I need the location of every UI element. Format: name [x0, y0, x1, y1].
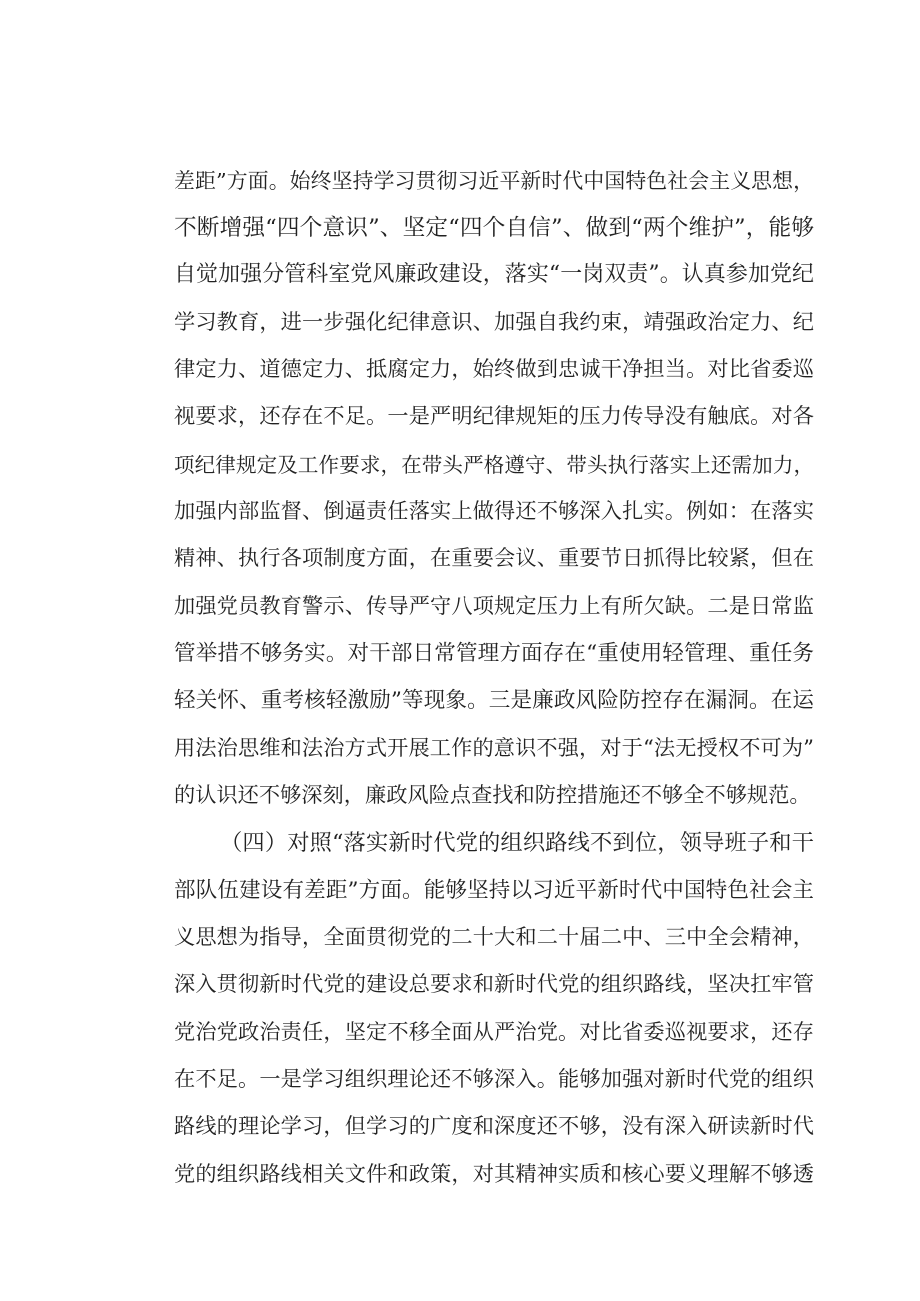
- text-line: 加强党员教育警示、传导严守八项规定压力上有所欠缺。二是日常监: [174, 594, 814, 619]
- text-line: 党的组织路线相关文件和政策，对其精神实质和核心要义理解不够透: [174, 1162, 814, 1187]
- section-heading-line: （四）对照“落实新时代党的组织路线不到位，领导班子和干: [220, 830, 814, 856]
- text-line: 律定力、道德定力、抵腐定力，始终做到忠诚干净担当。对比省委巡: [174, 357, 814, 382]
- text-line: 管举措不够务实。对干部日常管理方面存在“重使用轻管理、重任务: [174, 641, 814, 666]
- text-line: 项纪律规定及工作要求，在带头严格遵守、带头执行落实上还需加力，: [174, 453, 814, 477]
- text-line: 自觉加强分管科室党风廉政建设，落实“一岗双责”。认真参加党纪: [174, 262, 814, 287]
- text-line: 轻关怀、重考核轻激励”等现象。三是廉政风险防控存在漏洞。在运: [174, 688, 814, 713]
- text-line: 视要求，还存在不足。一是严明纪律规矩的压力传导没有触底。对各: [174, 404, 814, 429]
- text-line: 加强内部监督、倒逼责任落实上做得还不够深入扎实。例如：在落实: [174, 499, 814, 524]
- text-line: 在不足。一是学习组织理论还不够深入。能够加强对新时代党的组织: [174, 1067, 814, 1092]
- text-line: 精神、执行各项制度方面，在重要会议、重要节日抓得比较紧，但在: [174, 546, 814, 571]
- text-line: 义思想为指导，全面贯彻党的二十大和二十届二中、三中全会精神，: [174, 925, 814, 950]
- text-line: 的认识还不够深刻，廉政风险点查找和防控措施还不够全不够规范。: [174, 783, 811, 808]
- text-line: 深入贯彻新时代党的建设总要求和新时代党的组织路线，坚决扛牢管: [174, 972, 814, 997]
- text-line: 用法治思维和法治方式开展工作的意识不强，对于“法无授权不可为”: [174, 736, 814, 761]
- text-line: 不断增强“四个意识”、坚定“四个自信”、做到“两个维护”，能够: [174, 215, 814, 241]
- text-line: 差距”方面。始终坚持学习贯彻习近平新时代中国特色社会主义思想，: [174, 169, 814, 193]
- text-line: 党治党政治责任，坚定不移全面从严治党。对比省委巡视要求，还存: [174, 1020, 814, 1045]
- text-line: 学习教育，进一步强化纪律意识、加强自我约束，靖强政治定力、纪: [174, 310, 814, 335]
- text-line: 路线的理论学习，但学习的广度和深度还不够，没有深入研读新时代: [174, 1114, 814, 1139]
- text-line: 部队伍建设有差距”方面。能够坚持以习近平新时代中国特色社会主: [174, 878, 814, 903]
